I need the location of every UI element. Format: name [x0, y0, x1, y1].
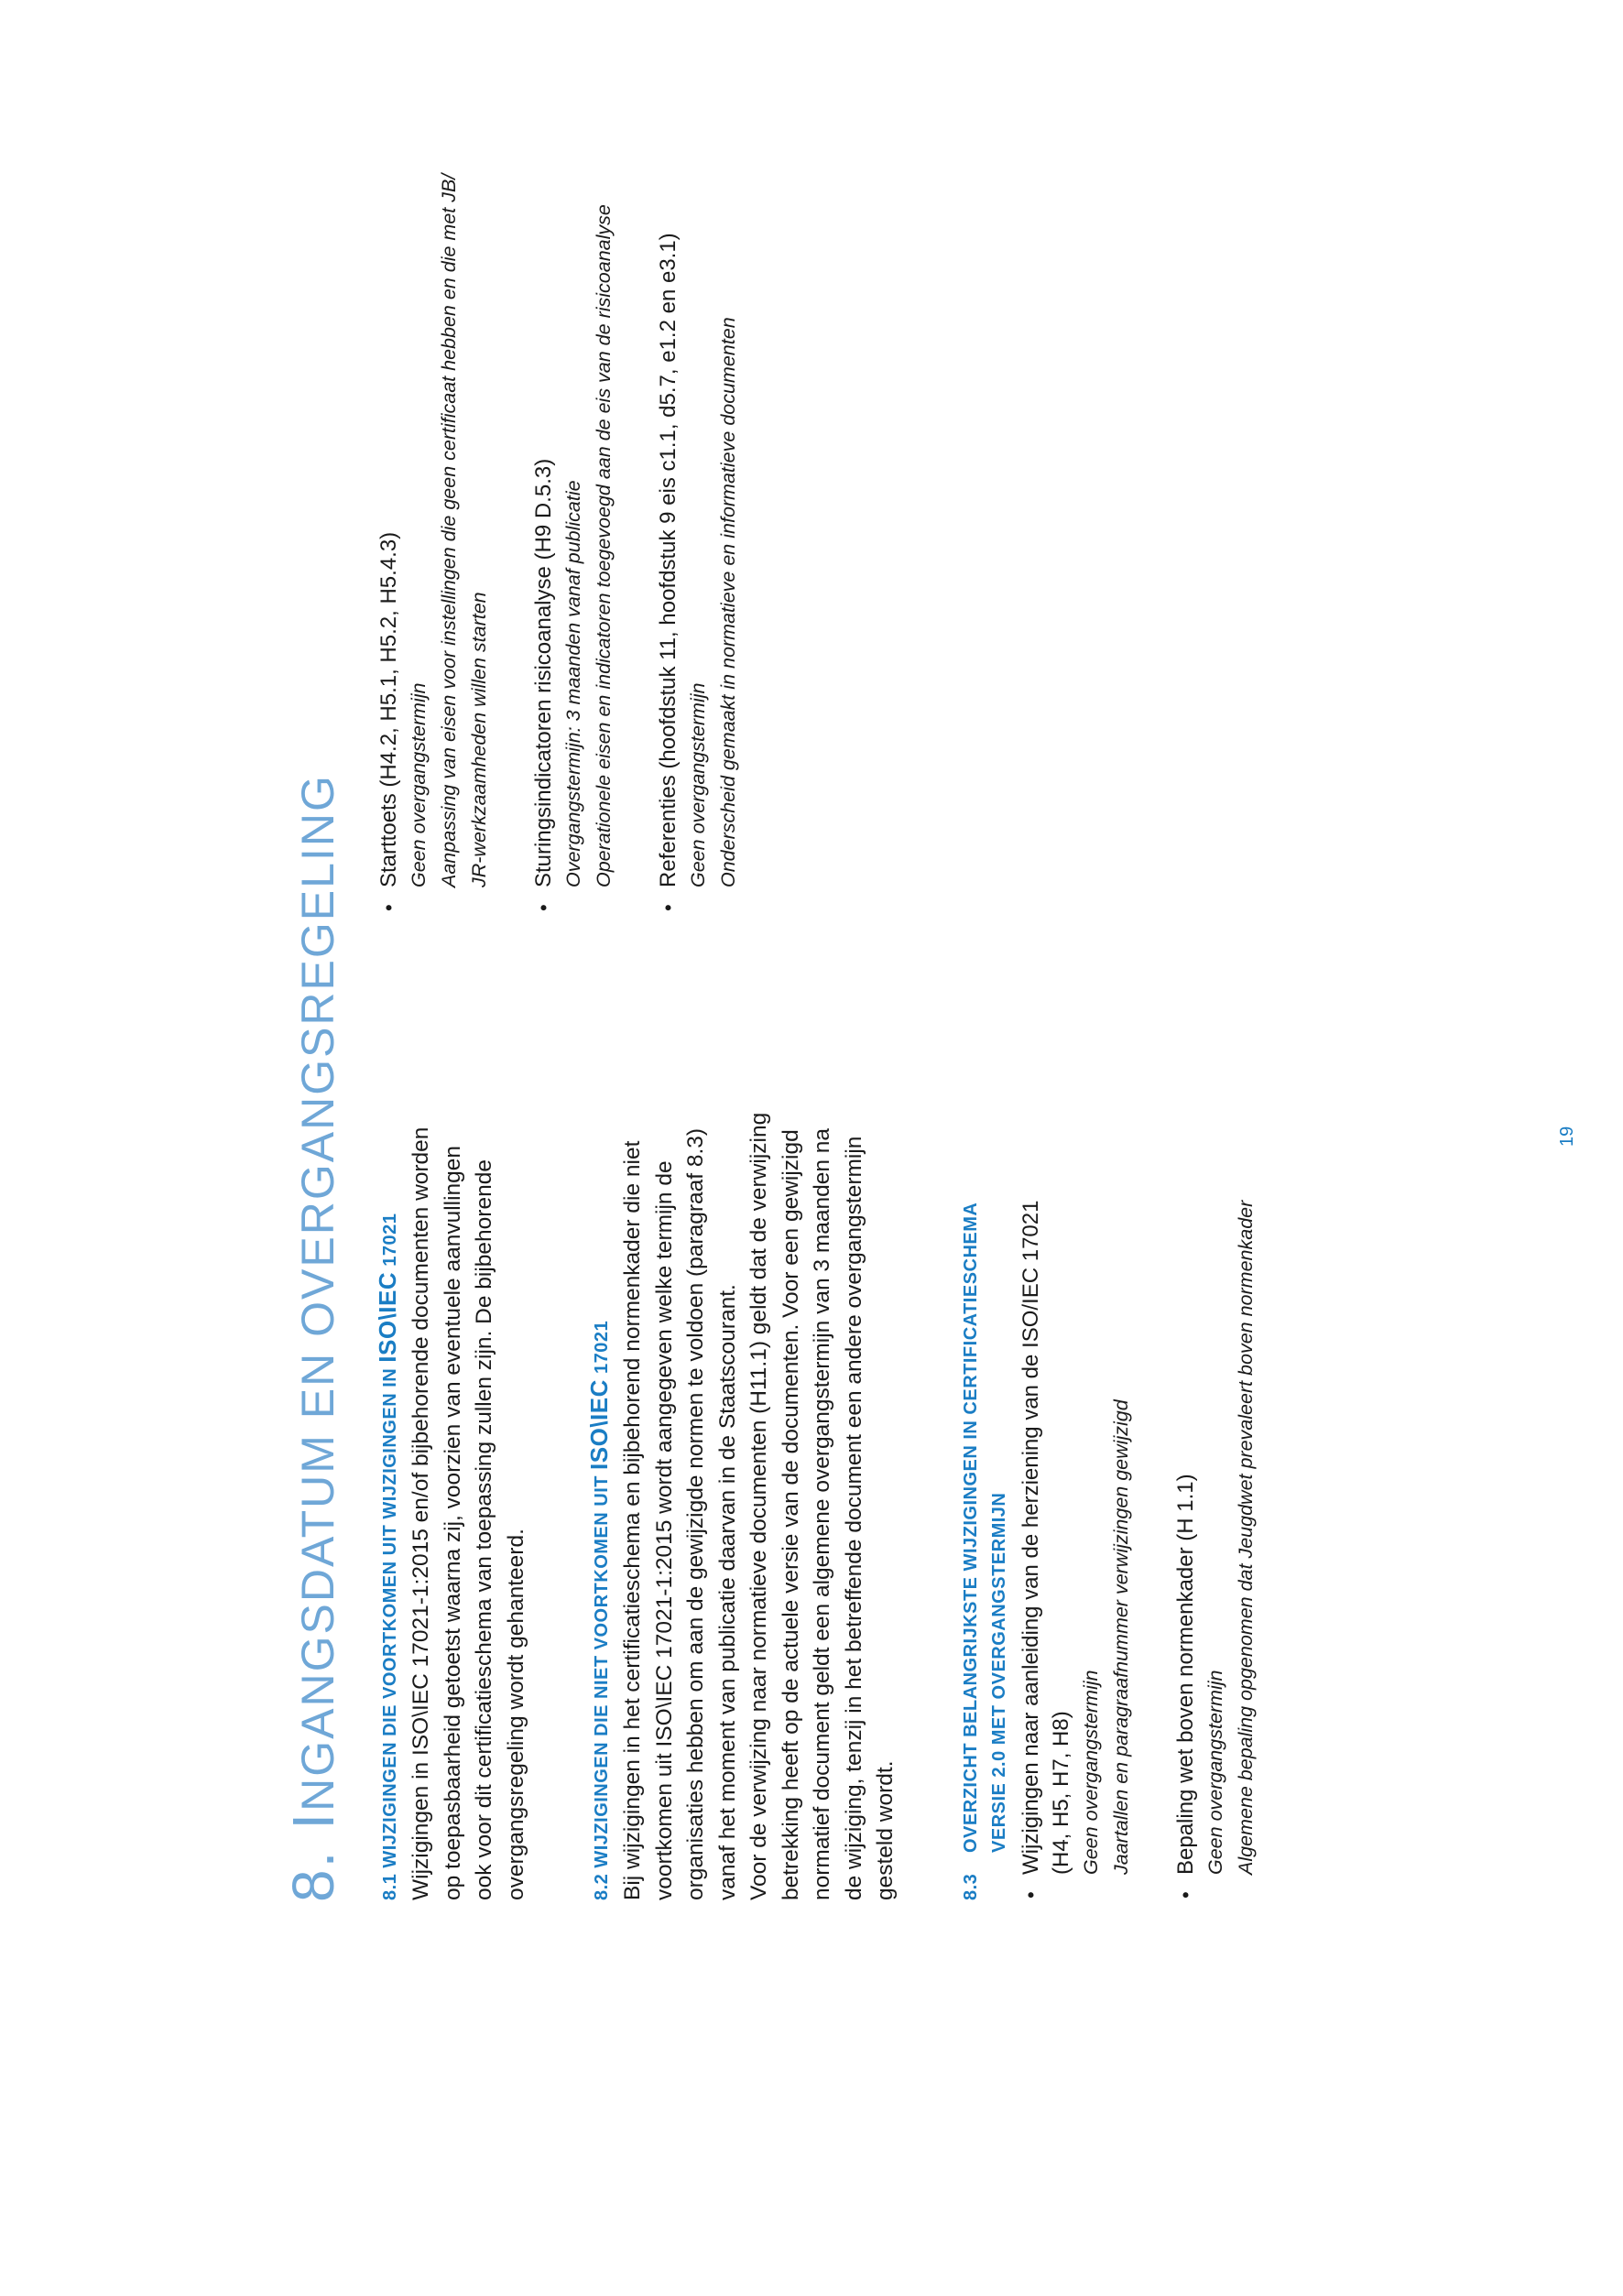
title-rest: NGANGSDATUM EN OVERGANGSREGELING — [292, 774, 343, 1812]
paragraph-line: betrekking heeft op de actuele versie van de documenten. Voor een gewijzigd — [778, 1129, 803, 1900]
paragraph-line: gesteld wordt. — [873, 1760, 898, 1900]
page-number: 19 — [1557, 1126, 1577, 1147]
paragraph-line: de wijziging, tenzij in het betreffende document een andere overgangstermijn — [841, 1136, 866, 1900]
section-8-1-body — [406, 820, 532, 1900]
list-item: • Sturingsindicatoren risicoanalyse (H9 D.5.3) Overgangstermijn: 3 maanden vanaf publicatie Operationele eisen en indicatoren toegevoegd aan de eis van de risicoanalyse — [528, 34, 619, 913]
section-8-2-body — [617, 820, 902, 1900]
right-column-list — [374, 34, 744, 913]
paragraph-line: Wijzigingen in ISO\IEC 17021-1:2015 en/of bijbehorende documenten worden — [408, 1126, 433, 1900]
list-item: • Bepaling wet boven normenkader (H 1.1) Geen overgangstermijn Algemene bepaling opgenomen dat Jeugdwet prevaleert boven normenkader — [1171, 820, 1261, 1900]
paragraph-line: normatief document geldt een algemene overgangstermijn van 3 maanden na — [810, 1127, 834, 1900]
left-column — [374, 820, 1295, 1900]
section-8-3-heading: 8.3 OVERZICHT BELANGRIJKSTE WIJZIGINGEN IN CERTIFICATIESCHEMA VERSIE 2.0 MET OVERGANGSTERMIJN — [960, 1202, 1009, 1900]
list-item: • Wijzigingen naar aanleiding van de herziening van de ISO/IEC 17021 (H4, H5, H7, H8) Geen overgangstermijn Jaartallen en paragraafnummer verwijzingen gewijzigd — [1016, 820, 1137, 1900]
list-item: • Referenties (hoofdstuk 11, hoofdstuk 9 eis c1.1, d5.7, e1.2 en e3.1) Geen overgangstermijn Onderscheid gemaakt in normatieve en informatieve documenten — [653, 34, 744, 913]
right-column — [374, 34, 778, 913]
paragraph-line: op toepasbaarheid getoetst waarna zij, voorzien van eventuele aanvullingen — [440, 1145, 465, 1900]
paragraph-line: voortkomen uit ISO\IEC 17021-1:2015 wordt aangegeven welke termijn de — [651, 1160, 677, 1900]
paragraph-line: organisaties hebben om aan de gewijzigde normen te voldoen (paragraaf 8.3) — [683, 1127, 708, 1900]
paragraph-line: vanaf het moment van publicatie daarvan in de Staatscourant. — [714, 1284, 740, 1900]
section-8-2-heading: 8.2 WIJZIGINGEN DIE NIET VOORTKOMEN UIT ISO\IEC 17021 — [585, 1320, 613, 1900]
title-initial: I — [280, 1811, 346, 1830]
list-item: • Starttoets (H4.2, H5.1, H5.2, H5.4.3) Geen overgangstermijn Aanpassing van eisen voor instellingen die geen certificaat hebben en die met JB/ JR-werkzaamheden willen starten — [374, 34, 495, 913]
paragraph-line: Voor de verwijzing naar normatieve documenten (H11.1) geldt dat de verwijzing — [746, 1112, 771, 1900]
page-title — [279, 774, 347, 1902]
section-8-3-list — [1016, 820, 1261, 1900]
paragraph-line: overgangsregeling wordt gehanteerd. — [503, 1529, 528, 1900]
section-8-1-heading: 8.1 WIJZIGINGEN DIE VOORTKOMEN UIT WIJZIGINGEN IN ISO\IEC 17021 — [374, 1213, 401, 1900]
chapter-number: 8. — [280, 1849, 346, 1902]
paragraph-line: ook voor dit certificatieschema van toepassing zullen zijn. De bijbehorende — [472, 1159, 496, 1900]
paragraph-line: Bij wijzigingen in het certificatieschema en bijbehorend normenkader die niet — [620, 1140, 645, 1900]
